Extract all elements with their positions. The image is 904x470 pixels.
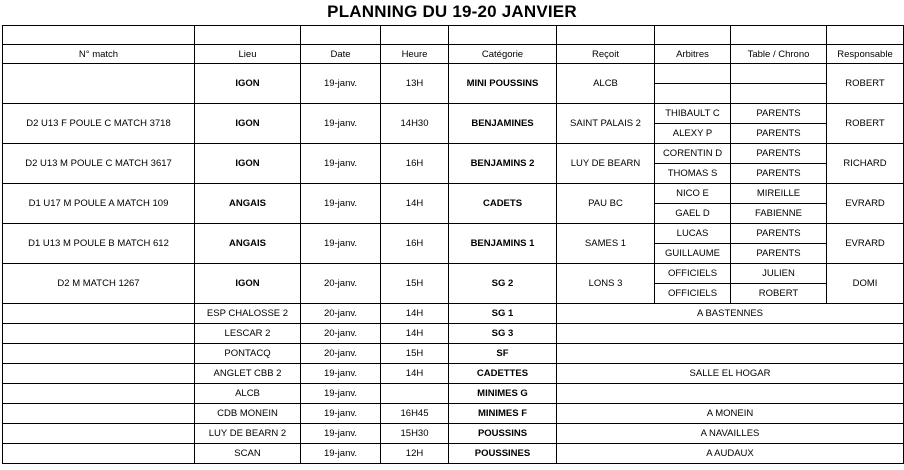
table-official: MIREILLE [731, 184, 827, 204]
table-official: FABIENNE [731, 204, 827, 224]
match-number: D2 U13 M POULE C MATCH 3617 [3, 144, 195, 184]
note: SALLE EL HOGAR [557, 364, 904, 384]
venue: LUY DE BEARN 2 [195, 424, 301, 444]
table-official: PARENTS [731, 144, 827, 164]
match-row [3, 264, 904, 284]
time: 15H [381, 264, 449, 304]
header-cell: Catégorie [449, 45, 557, 64]
date: 19-janv. [301, 104, 381, 144]
venue: SCAN [195, 444, 301, 464]
responsible: EVRARD [827, 184, 904, 224]
table-official [731, 64, 827, 84]
date: 20-janv. [301, 264, 381, 304]
time: 16H45 [381, 404, 449, 424]
match-number [3, 384, 195, 404]
time: 14H [381, 324, 449, 344]
table-official: PARENTS [731, 224, 827, 244]
note: A MONEIN [557, 404, 904, 424]
date: 19-janv. [301, 424, 381, 444]
date: 20-janv. [301, 344, 381, 364]
time: 14H [381, 184, 449, 224]
match-number [3, 444, 195, 464]
category: BENJAMINS 2 [449, 144, 557, 184]
match-row [3, 104, 904, 124]
responsible: DOMI [827, 264, 904, 304]
venue: CDB MONEIN [195, 404, 301, 424]
away-row [3, 324, 904, 344]
category: POUSSINES [449, 444, 557, 464]
table-official [731, 84, 827, 104]
note: A BASTENNES [557, 304, 904, 324]
away-row [3, 444, 904, 464]
venue: IGON [195, 104, 301, 144]
match-number [3, 404, 195, 424]
date: 19-janv. [301, 444, 381, 464]
match-number [3, 324, 195, 344]
category: MINIMES F [449, 404, 557, 424]
header-cell: Arbitres [655, 45, 731, 64]
match-row [3, 64, 904, 84]
referee: OFFICIELS [655, 264, 731, 284]
time: 15H30 [381, 424, 449, 444]
venue: IGON [195, 144, 301, 184]
match-number [3, 304, 195, 324]
referee [655, 64, 731, 84]
time [381, 384, 449, 404]
category: MINIMES G [449, 384, 557, 404]
note: A AUDAUX [557, 444, 904, 464]
header-cell: Table / Chrono [731, 45, 827, 64]
category: SG 2 [449, 264, 557, 304]
home-team: ALCB [557, 64, 655, 104]
home-team: PAU BC [557, 184, 655, 224]
time: 16H [381, 144, 449, 184]
venue: ANGAIS [195, 224, 301, 264]
page-title: PLANNING DU 19-20 JANVIER [327, 2, 577, 21]
category: CADETTES [449, 364, 557, 384]
match-number [3, 344, 195, 364]
table-official: ROBERT [731, 284, 827, 304]
referee: ALEXY P [655, 124, 731, 144]
referee: GUILLAUME [655, 244, 731, 264]
time: 16H [381, 224, 449, 264]
venue: LESCAR 2 [195, 324, 301, 344]
category: SF [449, 344, 557, 364]
responsible: ROBERT [827, 104, 904, 144]
away-row [3, 364, 904, 384]
date: 19-janv. [301, 404, 381, 424]
referee: CORENTIN D [655, 144, 731, 164]
time: 12H [381, 444, 449, 464]
category: CADETS [449, 184, 557, 224]
time: 15H [381, 344, 449, 364]
referee: OFFICIELS [655, 284, 731, 304]
away-row [3, 384, 904, 404]
away-row [3, 424, 904, 444]
date: 19-janv. [301, 384, 381, 404]
table-official: PARENTS [731, 104, 827, 124]
responsible: EVRARD [827, 224, 904, 264]
table-official: PARENTS [731, 164, 827, 184]
time: 14H [381, 364, 449, 384]
date: 19-janv. [301, 144, 381, 184]
referee: THOMAS S [655, 164, 731, 184]
time: 14H [381, 304, 449, 324]
match-row [3, 144, 904, 164]
header-cell: Date [301, 45, 381, 64]
match-number: D1 U13 M POULE B MATCH 612 [3, 224, 195, 264]
match-number [3, 424, 195, 444]
match-number [3, 64, 195, 104]
responsible: RICHARD [827, 144, 904, 184]
venue: IGON [195, 264, 301, 304]
match-row [3, 184, 904, 204]
header-cell: Reçoit [557, 45, 655, 64]
category: MINI POUSSINS [449, 64, 557, 104]
time: 13H [381, 64, 449, 104]
responsible: ROBERT [827, 64, 904, 104]
table-official: PARENTS [731, 124, 827, 144]
date: 20-janv. [301, 304, 381, 324]
referee [655, 84, 731, 104]
match-number: D2 U13 F POULE C MATCH 3718 [3, 104, 195, 144]
venue: ANGLET CBB 2 [195, 364, 301, 384]
match-row [3, 224, 904, 244]
category: SG 1 [449, 304, 557, 324]
referee: NICO E [655, 184, 731, 204]
home-team: SAINT PALAIS 2 [557, 104, 655, 144]
date: 19-janv. [301, 364, 381, 384]
category: SG 3 [449, 324, 557, 344]
referee: LUCAS [655, 224, 731, 244]
venue: ANGAIS [195, 184, 301, 224]
category: POUSSINS [449, 424, 557, 444]
time: 14H30 [381, 104, 449, 144]
venue: ESP CHALOSSE 2 [195, 304, 301, 324]
table-official: JULIEN [731, 264, 827, 284]
header-cell: N° match [3, 45, 195, 64]
match-number [3, 364, 195, 384]
spacer-row [3, 26, 904, 45]
note [557, 344, 904, 364]
note [557, 324, 904, 344]
table-official: PARENTS [731, 244, 827, 264]
away-row [3, 304, 904, 324]
venue: ALCB [195, 384, 301, 404]
away-row [3, 404, 904, 424]
venue: IGON [195, 64, 301, 104]
category: BENJAMINES [449, 104, 557, 144]
header-cell: Heure [381, 45, 449, 64]
header-cell: Lieu [195, 45, 301, 64]
home-team: LUY DE BEARN [557, 144, 655, 184]
referee: THIBAULT C [655, 104, 731, 124]
match-number: D2 M MATCH 1267 [3, 264, 195, 304]
away-row [3, 344, 904, 364]
note [557, 384, 904, 404]
home-team: SAMES 1 [557, 224, 655, 264]
home-team: LONS 3 [557, 264, 655, 304]
category: BENJAMINS 1 [449, 224, 557, 264]
referee: GAEL D [655, 204, 731, 224]
date: 19-janv. [301, 64, 381, 104]
date: 19-janv. [301, 224, 381, 264]
planning-table [2, 25, 904, 464]
date: 20-janv. [301, 324, 381, 344]
note: A NAVAILLES [557, 424, 904, 444]
header-cell: Responsable [827, 45, 904, 64]
venue: PONTACQ [195, 344, 301, 364]
date: 19-janv. [301, 184, 381, 224]
header-row [3, 45, 904, 64]
match-number: D1 U17 M POULE A MATCH 109 [3, 184, 195, 224]
